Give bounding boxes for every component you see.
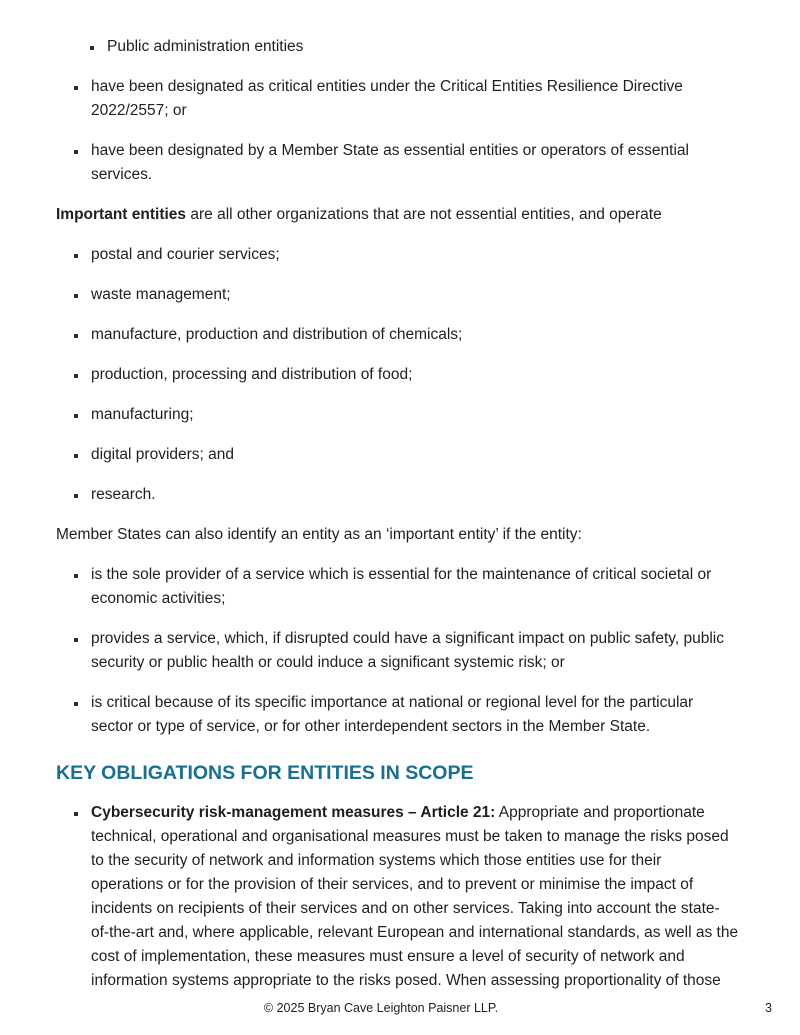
list-item-line: security or public health or could induce a significant systemic risk; or (91, 654, 565, 671)
list-item-text: production, processing and distribution of food; (91, 366, 413, 383)
list-item-line: provides a service, which, if disrupted could have a significant impact on public safety, public (91, 630, 724, 647)
list-item-text: digital providers; and (91, 446, 235, 463)
nested-list-item (0, 35, 800, 59)
bullet-marker (74, 294, 78, 298)
list-item-line: information systems appropriate to the risks posed. When assessing proportionality of those (91, 972, 721, 989)
bullet-marker (74, 374, 78, 378)
list-item-text: manufacture, production and distribution of chemicals; (91, 326, 463, 343)
list-item (0, 563, 800, 611)
list-item-text: manufacturing; (91, 406, 194, 423)
list-item-line: incidents on recipients of their services and on other services. Taking into account the state- (91, 900, 720, 917)
list-item-text: waste management; (91, 286, 231, 303)
list-item (0, 483, 800, 507)
obligation-text: Appropriate and proportionate (498, 804, 705, 821)
list-item-line: have been designated as critical entities under the Critical Entities Resilience Directive (91, 78, 683, 95)
list-item (0, 691, 800, 739)
paragraph-line (56, 203, 800, 227)
bold-term: Important entities (56, 206, 187, 223)
member-states-intro (0, 523, 800, 547)
list-item-text: postal and courier services; (91, 246, 280, 263)
list-item-line: 2022/2557; or (91, 102, 187, 119)
list-item-line: sector or type of service, or for other interdependent sectors in the Member State. (91, 718, 651, 735)
page-content (0, 35, 800, 1009)
bullet-marker (90, 46, 94, 50)
list-item-line: technical, operational and organisational measures must be taken to manage the risks posed (91, 828, 729, 845)
list-item (0, 75, 800, 123)
bullet-marker (74, 812, 78, 816)
important-entities-intro (0, 203, 800, 227)
paragraph-text: Member States can also identify an entity as an ‘important entity’ if the entity: (56, 526, 582, 543)
list-item-text: Public administration entities (107, 38, 304, 55)
bullet-marker (74, 86, 78, 90)
bullet-marker (74, 702, 78, 706)
bullet-marker (74, 494, 78, 498)
list-item-line: is critical because of its specific importance at national or regional level for the particular (91, 694, 694, 711)
list-item (0, 323, 800, 347)
list-item-line: services. (91, 166, 153, 183)
bullet-marker (74, 334, 78, 338)
list-item (0, 403, 800, 427)
page-number: 3 (765, 1001, 772, 1015)
bullet-marker (74, 414, 78, 418)
bullet-marker (74, 454, 78, 458)
list-item-line (91, 801, 800, 825)
footer-copyright: © 2025 Bryan Cave Leighton Paisner LLP. (263, 1001, 499, 1015)
obligation-list-item (0, 801, 800, 993)
list-item-text: research. (91, 486, 156, 503)
list-item-line: have been designated by a Member State as essential entities or operators of essential (91, 142, 689, 159)
obligation-title: Cybersecurity risk-management measures – Article 21: (91, 804, 496, 821)
bullet-marker (74, 574, 78, 578)
list-item-line: operations or for the provision of their services, and to prevent or minimise the impact of (91, 876, 694, 893)
section-heading: KEY OBLIGATIONS FOR ENTITIES IN SCOPE (56, 762, 474, 784)
list-item-line: is the sole provider of a service which is essential for the maintenance of critical societal or (91, 566, 712, 583)
list-item (0, 139, 800, 187)
list-item (0, 443, 800, 467)
list-item (0, 243, 800, 267)
list-item (0, 283, 800, 307)
bullet-marker (74, 150, 78, 154)
list-item-line: cost of implementation, these measures must ensure a level of security of network and (91, 948, 685, 965)
list-item (0, 627, 800, 675)
bullet-marker (74, 638, 78, 642)
list-item-line: economic activities; (91, 590, 226, 607)
list-item (0, 363, 800, 387)
bullet-marker (74, 254, 78, 258)
list-item-line: to the security of network and information systems which those entities use for their (91, 852, 662, 869)
paragraph-text: are all other organizations that are not essential entities, and operate (190, 206, 662, 223)
list-item-line: of-the-art and, where applicable, relevant European and international standards, as well as the (91, 924, 739, 941)
